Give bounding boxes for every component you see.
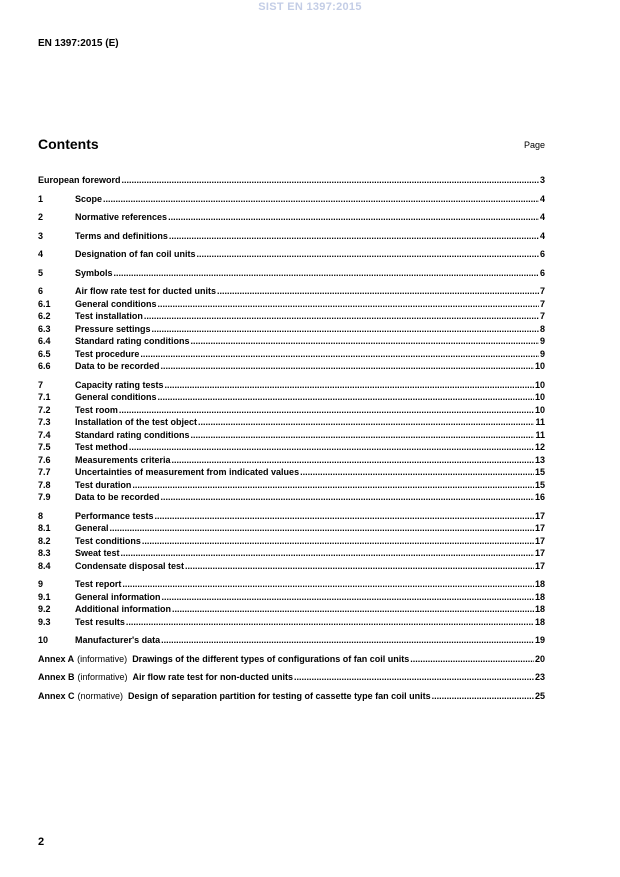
toc-entry-title: Test installation: [75, 311, 143, 321]
toc-leader-dots: [191, 429, 535, 442]
toc-entry[interactable]: [38, 429, 545, 442]
toc-entry[interactable]: [38, 348, 545, 361]
toc-entry-title: Test report: [75, 579, 122, 589]
toc-entry-title: Manufacturer's data: [75, 635, 161, 645]
toc-leader-dots: [152, 323, 539, 336]
toc-entry[interactable]: [38, 298, 545, 311]
toc-entry[interactable]: [38, 404, 545, 417]
toc-entry-title: Test procedure: [75, 348, 140, 359]
toc-entry[interactable]: [38, 603, 545, 616]
toc-entry-title: Performance tests: [75, 510, 154, 521]
toc-entry[interactable]: [38, 310, 545, 323]
toc-entry[interactable]: [38, 547, 545, 560]
toc-entry-title: Measurements criteria: [75, 454, 171, 465]
toc-entry-number: 9.2: [38, 604, 51, 614]
toc-entry[interactable]: [38, 510, 545, 523]
toc-leader-dots: [165, 379, 534, 392]
toc-leader-dots: [122, 578, 534, 591]
toc-entry-number: 8.3: [38, 548, 51, 558]
toc-entry-number: 7.6: [38, 454, 51, 465]
toc-entry-page: 17: [534, 510, 545, 521]
toc-leader-dots: [114, 267, 539, 280]
toc-leader-dots: [132, 479, 534, 492]
toc-entry-title: Test results: [75, 616, 125, 627]
toc-entry-number: 8.2: [38, 535, 51, 546]
toc-entry-title: Standard rating conditions: [75, 429, 190, 440]
annex-type: (informative): [77, 653, 128, 664]
toc-leader-dots: [142, 535, 534, 548]
toc-entry-page: 15: [534, 479, 545, 490]
toc-leader-dots: [119, 404, 534, 417]
toc-entry[interactable]: [38, 491, 545, 504]
toc-leader-dots: [110, 522, 534, 535]
toc-entry-page: 18: [534, 579, 545, 589]
toc-entry-number: 5: [38, 267, 44, 278]
toc-entry-page: 8: [539, 323, 545, 334]
toc-leader-dots: [191, 335, 539, 348]
toc-entry-title: Data to be recorded: [75, 361, 160, 371]
toc-entry-number: 6.2: [38, 311, 51, 321]
toc-entry-title: Installation of the test object: [75, 417, 198, 427]
toc-entry[interactable]: [38, 360, 545, 373]
toc-entry-page: 12: [534, 442, 545, 452]
toc-entry-title: Uncertainties of measurement from indicated values: [75, 467, 300, 477]
toc-entry-number: 7.7: [38, 467, 51, 477]
toc-entry[interactable]: [38, 248, 545, 261]
toc-entry-page: 7: [539, 286, 545, 296]
annex-page: 20: [534, 653, 545, 664]
toc-entry-page: 10: [534, 392, 545, 402]
toc-entry-title: Standard rating conditions: [75, 336, 190, 346]
toc-entry-number: 10: [38, 635, 49, 645]
toc-entry-page: 19: [534, 635, 545, 645]
toc-entry-page: 3: [539, 175, 545, 185]
toc-leader-dots: [217, 285, 539, 298]
toc-annex-entry[interactable]: [38, 653, 545, 666]
toc-entry[interactable]: [38, 578, 545, 591]
toc-entry-page: 17: [534, 548, 545, 558]
toc-entry-number: 2: [38, 212, 44, 222]
annex-type: (normative): [77, 690, 124, 701]
toc-entry-number: 7.5: [38, 442, 51, 452]
toc-leader-dots: [129, 441, 534, 454]
toc-entry-number: 6.1: [38, 298, 51, 309]
toc-entry[interactable]: [38, 560, 545, 573]
toc-entry-page: 18: [534, 616, 545, 627]
toc-leader-dots: [122, 174, 539, 187]
toc-entry-page: 9: [539, 348, 545, 359]
toc-entry-number: 7: [38, 379, 44, 390]
toc-entry-page: 16: [534, 492, 545, 502]
annex-type: (informative): [77, 672, 128, 682]
toc-leader-dots: [300, 466, 534, 479]
toc-entry-number: 7.2: [38, 404, 51, 415]
toc-entry-page: 10: [534, 404, 545, 415]
toc-leader-dots: [197, 248, 539, 261]
toc-entry[interactable]: [38, 391, 545, 404]
toc-entry-number: 6.6: [38, 361, 51, 371]
toc-leader-dots: [198, 416, 534, 429]
toc-leader-dots: [172, 603, 534, 616]
toc-entry-title: General conditions: [75, 298, 157, 309]
toc-entry-page: 10: [534, 379, 545, 390]
toc-entry-number: 7.3: [38, 417, 51, 427]
toc-entry[interactable]: [38, 591, 545, 604]
toc-entry[interactable]: [38, 335, 545, 348]
contents-heading: Contents: [38, 136, 99, 152]
toc-leader-dots: [169, 230, 539, 243]
toc-entry-title: Air flow rate test for ducted units: [75, 286, 217, 296]
toc-entry-page: 18: [534, 604, 545, 614]
toc-entry[interactable]: [38, 441, 545, 454]
toc-entry-page: 15: [534, 467, 545, 477]
page-number: 2: [38, 836, 45, 848]
annex-label: Annex C: [38, 690, 75, 701]
toc-entry[interactable]: [38, 479, 545, 492]
toc-entry-number: 6: [38, 286, 44, 296]
toc-entry-title: Test conditions: [75, 535, 141, 546]
toc-entry-title: Condensate disposal test: [75, 560, 185, 571]
toc-leader-dots: [161, 360, 534, 373]
toc-annex-entry[interactable]: [38, 690, 545, 703]
toc-leader-dots: [144, 310, 539, 323]
toc-entry[interactable]: [38, 535, 545, 548]
toc-entry-number: 8: [38, 510, 44, 521]
toc-leader-dots: [432, 690, 534, 703]
toc-leader-dots: [158, 298, 539, 311]
toc-entry-page: 4: [539, 230, 545, 241]
toc-entry-page: 4: [539, 212, 545, 222]
toc-entry-number: 1: [38, 193, 44, 204]
toc-entry-number: 9.3: [38, 616, 51, 627]
toc-entry-page: 17: [534, 523, 545, 533]
toc-entry-page: 9: [539, 336, 545, 346]
toc-entry[interactable]: [38, 454, 545, 467]
toc-leader-dots: [294, 671, 534, 684]
watermark: SIST EN 1397:2015: [258, 1, 362, 13]
toc-leader-dots: [158, 391, 534, 404]
toc-entry[interactable]: [38, 211, 545, 224]
toc-entry-page: 18: [534, 591, 545, 602]
annex-title: Drawings of the different types of configurations of fan coil units: [132, 653, 410, 664]
toc-entry-page: 7: [539, 298, 545, 309]
toc-entry-page: 13: [534, 454, 545, 465]
toc-entry-number: 7.1: [38, 392, 51, 402]
toc-leader-dots: [121, 547, 534, 560]
toc-entry[interactable]: [38, 379, 545, 392]
toc-entry-number: 6.4: [38, 336, 51, 346]
toc-leader-dots: [161, 634, 534, 647]
toc-entry-title: Terms and definitions: [75, 230, 168, 241]
toc-annex-entry[interactable]: [38, 671, 545, 684]
toc-entry-page: 11: [535, 417, 545, 427]
toc-entry-title: Pressure settings: [75, 323, 151, 334]
toc-entry-title: Sweat test: [75, 548, 120, 558]
toc-entry-number: 3: [38, 230, 44, 241]
toc-leader-dots: [161, 491, 534, 504]
toc-entry-title: Test room: [75, 404, 118, 415]
toc-entry-title: General conditions: [75, 392, 157, 402]
toc-entry-number: 9.1: [38, 591, 51, 602]
toc-leader-dots: [155, 510, 534, 523]
toc-leader-dots: [103, 193, 539, 206]
toc-entry-page: 17: [534, 560, 545, 571]
toc-entry-page: 11: [535, 429, 545, 440]
toc-entry-page: 7: [539, 311, 545, 321]
annex-page: 25: [534, 690, 545, 701]
annex-label: Annex B: [38, 672, 75, 682]
toc-leader-dots: [168, 211, 539, 224]
toc-entry-title: Data to be recorded: [75, 492, 160, 502]
toc-leader-dots: [185, 560, 534, 573]
toc-leader-dots: [410, 653, 534, 666]
toc-entry-page: 4: [539, 193, 545, 204]
toc-entry-title: Scope: [75, 193, 103, 204]
toc-entry-title: Test method: [75, 442, 128, 452]
toc-entry-title: Symbols: [75, 267, 113, 278]
toc-entry-number: 8.1: [38, 523, 51, 533]
toc-entry-title: General information: [75, 591, 161, 602]
annex-page: 23: [534, 672, 545, 682]
toc-entry[interactable]: [38, 634, 545, 647]
toc-entry-title: Test duration: [75, 479, 132, 490]
document-id: EN 1397:2015 (E): [38, 38, 119, 49]
toc-entry[interactable]: [38, 285, 545, 298]
toc-entry-number: 7.8: [38, 479, 51, 490]
annex-title: Air flow rate test for non-ducted units: [132, 672, 294, 682]
toc-entry-number: 6.5: [38, 348, 51, 359]
toc-entry-number: 9: [38, 579, 44, 589]
annex-title: Design of separation partition for testing of cassette type fan coil units: [128, 690, 431, 701]
page-column-label: Page: [523, 140, 545, 150]
toc-entry-page: 10: [534, 361, 545, 371]
toc-leader-dots: [172, 454, 534, 467]
toc-entry[interactable]: [38, 616, 545, 629]
toc-entry-number: 6.3: [38, 323, 51, 334]
toc-entry-number: 4: [38, 249, 44, 259]
toc-entry[interactable]: [38, 193, 545, 206]
toc-entry-page: 17: [534, 535, 545, 546]
toc-entry[interactable]: [38, 323, 545, 336]
toc-leader-dots: [140, 348, 539, 361]
toc-entry[interactable]: [38, 522, 545, 535]
toc-entry-title: Normative references: [75, 212, 168, 222]
toc-entry-title: Additional information: [75, 604, 171, 614]
table-of-contents: [38, 174, 545, 702]
toc-entry-page: 6: [539, 267, 545, 278]
toc-entry[interactable]: [38, 267, 545, 280]
toc-entry-number: 8.4: [38, 560, 51, 571]
toc-entry-title: Designation of fan coil units: [75, 249, 196, 259]
annex-label: Annex A: [38, 653, 75, 664]
toc-entry[interactable]: [38, 230, 545, 243]
toc-entry-title: European foreword: [38, 175, 121, 185]
toc-entry-number: 7.4: [38, 429, 51, 440]
toc-entry[interactable]: [38, 466, 545, 479]
toc-entry[interactable]: [38, 174, 545, 187]
toc-entry-title: General: [75, 523, 109, 533]
toc-entry-number: 7.9: [38, 492, 51, 502]
toc-entry-title: Capacity rating tests: [75, 379, 164, 390]
toc-leader-dots: [162, 591, 534, 604]
toc-leader-dots: [126, 616, 534, 629]
toc-entry-page: 6: [539, 249, 545, 259]
toc-entry[interactable]: [38, 416, 545, 429]
